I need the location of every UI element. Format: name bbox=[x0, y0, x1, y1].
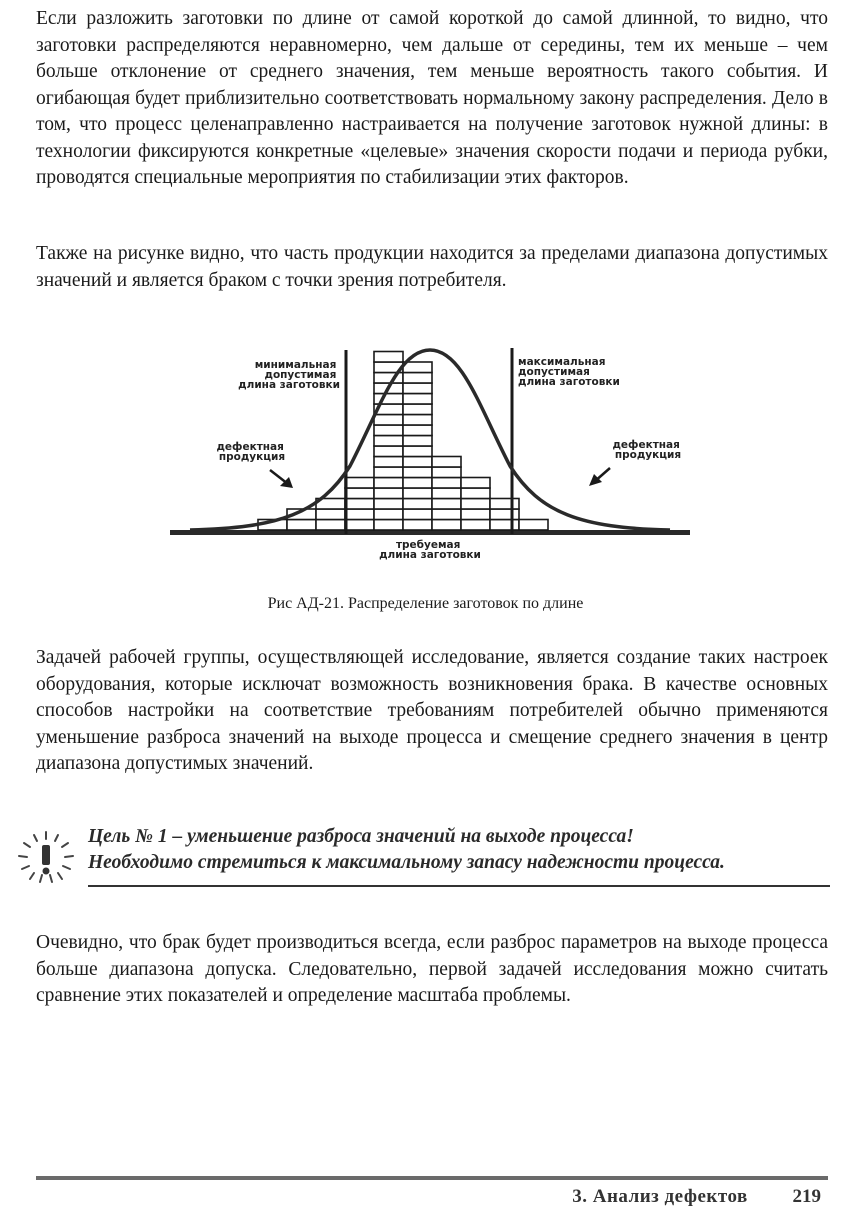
exclamation-burst-icon bbox=[16, 830, 76, 884]
defect-right-arrow bbox=[589, 468, 610, 486]
footer-section-title: 3. Анализ дефектов bbox=[572, 1186, 748, 1207]
histogram-bar-4-cell bbox=[345, 499, 374, 510]
paragraph-conclusion: Очевидно, что брак будет производиться всегда, если разброс параметров на выходе процесса больше диапазона допуска. Следовательно, первой задачей исследования можно считать сравнение этих показателей и определение масштаба проблемы. bbox=[36, 932, 828, 1006]
histogram-bar-7-cell bbox=[432, 467, 461, 478]
histogram-bar-9-cell bbox=[490, 499, 519, 510]
histogram-bar-3-cell bbox=[316, 509, 345, 520]
histogram-bar-7-cell bbox=[432, 520, 461, 531]
histogram-bar-6-cell bbox=[403, 457, 432, 468]
histogram-bar-5-cell bbox=[374, 352, 403, 363]
page-number: 219 bbox=[792, 1186, 821, 1207]
histogram-bar-3-cell bbox=[316, 520, 345, 531]
histogram-bar-7-cell bbox=[432, 499, 461, 510]
histogram-bar-6-cell bbox=[403, 467, 432, 478]
histogram-bar-6-cell bbox=[403, 404, 432, 415]
histogram-bar-5-cell bbox=[374, 499, 403, 510]
histogram-bar-6-cell bbox=[403, 436, 432, 447]
paragraph-defects: Также на рисунке видно, что часть продукции находится за пределами диапазона допустимых значений и является браком с точки зрения потребителя. bbox=[36, 243, 828, 291]
histogram-bar-6-cell bbox=[403, 499, 432, 510]
histogram-bar-5-cell bbox=[374, 478, 403, 489]
goal-line-2: Необходимо стремиться к максимальному запасу надежности процесса. bbox=[88, 852, 725, 873]
histogram-bar-7-cell bbox=[432, 488, 461, 499]
histogram-bar-5-cell bbox=[374, 520, 403, 531]
histogram-bar-6-cell bbox=[403, 425, 432, 436]
histogram-bar-6-cell bbox=[403, 394, 432, 405]
histogram-bar-6-cell bbox=[403, 488, 432, 499]
histogram-bar-7-cell bbox=[432, 457, 461, 468]
histogram-svg bbox=[170, 338, 690, 570]
histogram-bar-6-cell bbox=[403, 520, 432, 531]
histogram-bar-9-cell bbox=[490, 509, 519, 520]
histogram-bar-8-cell bbox=[461, 509, 490, 520]
histogram-bar-6-cell bbox=[403, 373, 432, 384]
histogram-bar-6-cell bbox=[403, 478, 432, 489]
histogram-bar-5-cell bbox=[374, 394, 403, 405]
histogram-bar-4-cell bbox=[345, 478, 374, 489]
max-limit-label: максимальная допустимая длина заготовки bbox=[518, 356, 620, 388]
histogram-bar-4-cell bbox=[345, 520, 374, 531]
histogram-bar-8-cell bbox=[461, 520, 490, 531]
histogram-bar-10-cell bbox=[519, 520, 548, 531]
histogram-bar-4-cell bbox=[345, 488, 374, 499]
histogram-bar-2-cell bbox=[287, 520, 316, 531]
histogram-bar-5-cell bbox=[374, 415, 403, 426]
page-footer bbox=[572, 1186, 821, 1208]
histogram-bar-5-cell bbox=[374, 446, 403, 457]
figure-caption: Рис АД-21. Распределение заготовок по длине bbox=[267, 595, 584, 612]
histogram-bar-7-cell bbox=[432, 478, 461, 489]
target-label: требуемая длина заготовки bbox=[379, 539, 481, 561]
footer-rule bbox=[36, 1176, 828, 1180]
histogram-bar-6-cell bbox=[403, 383, 432, 394]
defect-left-arrow bbox=[270, 470, 293, 488]
defect-right-label: дефектная продукция bbox=[612, 439, 682, 461]
histogram-bar-5-cell bbox=[374, 457, 403, 468]
min-limit-label: минимальная допустимая длина заготовки bbox=[238, 359, 340, 391]
histogram-bar-6-cell bbox=[403, 415, 432, 426]
histogram-bar-9-cell bbox=[490, 520, 519, 531]
paragraph-task: Задачей рабочей группы, осуществляющей исследование, является создание таких настроек оборудования, которые исключат возможность возникновения брака. В качестве основных способов настройки на соответствие требованиям потребителей обычно применяются уменьшение разброса значений на выходе процесса и смещение среднего значения в центр диапазона допустимых значений. bbox=[36, 647, 828, 774]
histogram-bar-8-cell bbox=[461, 499, 490, 510]
histogram-bar-5-cell bbox=[374, 436, 403, 447]
histogram-bar-5-cell bbox=[374, 467, 403, 478]
histogram-bar-8-cell bbox=[461, 478, 490, 489]
histogram-bar-6-cell bbox=[403, 446, 432, 457]
histogram-bar-5-cell bbox=[374, 425, 403, 436]
paragraph-intro: Если разложить заготовки по длине от самой короткой до самой длинной, то видно, что заготовки распределяются неравномерно, чем дальше от середины, тем их меньше – чем больше отклонение от среднего значения, тем меньше вероятность такого события. И огибающая будет приблизительно соответствовать нормальному закону распределения. Дело в том, что процесс целенаправленно настраивается на получение заготовок нужной длины: в технологии фиксируются конкретные «целевые» значения скорости подачи и периода рубки, проводятся специальные мероприятия по стабилизации этих факторов. bbox=[36, 8, 828, 188]
distribution-figure bbox=[170, 338, 690, 570]
defect-left-label: дефектная продукция bbox=[216, 441, 286, 463]
histogram-bar-6-cell bbox=[403, 362, 432, 373]
histogram-bar-7-cell bbox=[432, 509, 461, 520]
histogram-bar-5-cell bbox=[374, 509, 403, 520]
goal-line-1: Цель № 1 – уменьшение разброса значений на выходе процесса! bbox=[88, 826, 634, 847]
histogram-bar-5-cell bbox=[374, 488, 403, 499]
histogram-bar-4-cell bbox=[345, 509, 374, 520]
goal-callout bbox=[16, 824, 816, 890]
histogram-bar-8-cell bbox=[461, 488, 490, 499]
histogram-bar-6-cell bbox=[403, 509, 432, 520]
goal-underline bbox=[88, 885, 830, 887]
